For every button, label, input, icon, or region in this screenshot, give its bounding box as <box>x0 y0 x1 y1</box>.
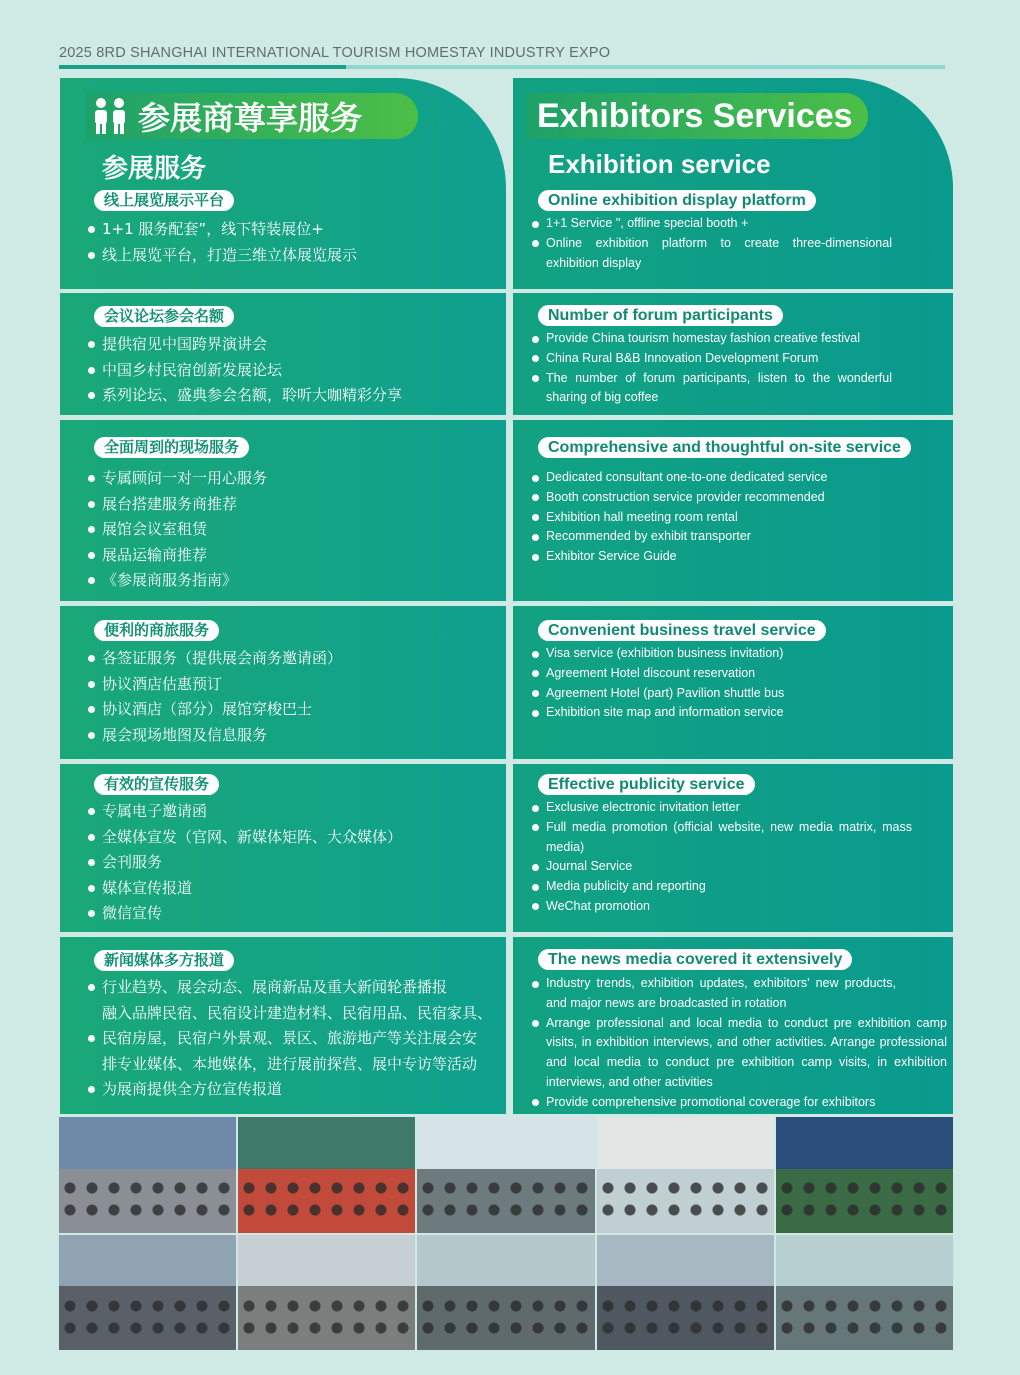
list-item: 全媒体宣发（官网、新媒体矩阵、大众媒体） <box>88 825 498 851</box>
list-item: Exclusive electronic invitation letter <box>532 798 912 818</box>
en-section-list <box>532 329 892 408</box>
en-section-list <box>532 798 912 917</box>
cn-section-onsite <box>60 420 506 601</box>
people-icon <box>92 97 128 135</box>
en-section-title: Effective publicity service <box>538 774 755 795</box>
en-section-list <box>532 214 892 273</box>
list-item: 微信宣传 <box>88 901 498 927</box>
en-section-title: Convenient business travel service <box>538 620 826 641</box>
list-item: 各签证服务（提供展会商务邀请函） <box>88 646 498 672</box>
list-item: Recommended by exhibit transporter <box>532 527 892 547</box>
right-header-panel <box>513 78 953 289</box>
list-item: 媒体宣传报道 <box>88 876 498 902</box>
cn-section-list <box>88 975 504 1103</box>
expo-photo <box>59 1235 236 1351</box>
list-item: Arrange professional and local media to conduct pre exhibition camp visits, in exhibition interviews, and other activities. Arrange professional and local media to conduct pre exhibition camp visits, in exhibition interviews, and other activities <box>532 1014 947 1093</box>
list-item: 会刊服务 <box>88 850 498 876</box>
en-section-publicity <box>513 764 953 932</box>
expo-photo <box>417 1235 594 1351</box>
list-item: 展品运输商推荐 <box>88 543 498 569</box>
left-title-pill <box>86 93 418 139</box>
cn-section-list <box>88 466 498 594</box>
list-item: 展馆会议室租赁 <box>88 517 498 543</box>
list-item: 专属电子邀请函 <box>88 799 498 825</box>
expo-header-text: 2025 8RD SHANGHAI INTERNATIONAL TOURISM HOMESTAY INDUSTRY EXPO <box>59 45 611 61</box>
cn-section-forum <box>60 293 506 415</box>
cn-section-publicity <box>60 764 506 932</box>
list-item: 线上展览平台，打造三维立体展览展示 <box>88 243 498 269</box>
en-section-title: Number of forum participants <box>538 305 783 326</box>
cn-section-title: 会议论坛参会名额 <box>94 306 234 327</box>
right-subtitle: Exhibition service <box>548 149 771 179</box>
right-title-pill <box>526 93 868 139</box>
cn-section-list <box>88 332 498 409</box>
list-item: The number of forum participants, listen to the wonderful sharing of big coffee <box>532 369 892 409</box>
header-divider <box>59 65 945 69</box>
en-section-title: Online exhibition display platform <box>538 190 816 211</box>
list-item: Dedicated consultant one-to-one dedicated service <box>532 468 892 488</box>
right-title: Exhibitors Services <box>537 96 853 135</box>
expo-photo <box>238 1235 415 1351</box>
list-item: 1+1 Service ", offline special booth + <box>532 214 892 234</box>
en-section-media <box>513 937 953 1114</box>
list-item: Exhibitor Service Guide <box>532 547 892 567</box>
cn-section-title: 线上展览展示平台 <box>94 190 234 211</box>
photo-collage <box>59 1117 953 1350</box>
expo-photo <box>597 1117 774 1233</box>
list-item: Journal Service <box>532 857 912 877</box>
cn-section-title: 有效的宣传服务 <box>94 774 219 795</box>
list-item: China Rural B&B Innovation Development Forum <box>532 349 892 369</box>
expo-photo <box>597 1235 774 1351</box>
list-item: 展台搭建服务商推荐 <box>88 492 498 518</box>
list-item: Online exhibition platform to create three-dimensional exhibition display <box>532 234 892 274</box>
expo-photo <box>776 1117 953 1233</box>
en-section-title: The news media covered it extensively <box>538 949 852 970</box>
left-subtitle: 参展服务 <box>102 154 207 184</box>
cn-section-title: 便利的商旅服务 <box>94 620 219 641</box>
cn-section-media <box>60 937 506 1114</box>
list-item: 排专业媒体、本地媒体，进行展前探营、展中专访等活动 <box>102 1054 478 1073</box>
list-item: 行业趋势、展会动态、展商新品及重大新闻轮番播报 <box>88 975 504 1001</box>
cn-section-list <box>88 217 498 268</box>
list-item: Provide comprehensive promotional coverage for exhibitors <box>532 1093 947 1113</box>
left-header-panel <box>60 78 506 289</box>
en-section-forum <box>513 293 953 415</box>
list-item: Provide China tourism homestay fashion creative festival <box>532 329 892 349</box>
list-item: Industry trends, exhibition updates, exhibitors' new products, and major news are broadcasted in rotation <box>532 974 896 1014</box>
list-item: WeChat promotion <box>532 897 912 917</box>
cn-section-list <box>88 799 498 927</box>
list-item: 协议酒店（部分）展馆穿梭巴士 <box>88 697 498 723</box>
en-section-list <box>532 644 892 723</box>
list-item: Agreement Hotel discount reservation <box>532 664 892 684</box>
list-item: Exhibition hall meeting room rental <box>532 508 892 528</box>
list-item: Agreement Hotel (part) Pavilion shuttle bus <box>532 684 892 704</box>
list-item: Booth construction service provider recommended <box>532 488 892 508</box>
en-section-list <box>532 468 892 567</box>
cn-section-list <box>88 646 498 748</box>
list-item: 为展商提供全方位宣传报道 <box>88 1077 504 1103</box>
list-item: 融入品牌民宿、民宿设计建造材料、民宿用品、民宿家具、 <box>102 1003 493 1022</box>
list-item: 《参展商服务指南》 <box>88 568 498 594</box>
list-item: 中国乡村民宿创新发展论坛 <box>88 358 498 384</box>
left-title: 参展商尊享服务 <box>138 99 363 137</box>
list-item: 民宿房屋，民宿户外景观、景区、旅游地产等关注展会安 <box>88 1026 504 1052</box>
en-section-list <box>532 974 947 1113</box>
expo-photo <box>776 1235 953 1351</box>
cn-section-title: 全面周到的现场服务 <box>94 437 249 458</box>
list-item: 1+1 服务配套”，线下特装展位+ <box>88 217 498 243</box>
list-item: 提供宿见中国跨界演讲会 <box>88 332 498 358</box>
cn-section-travel <box>60 606 506 759</box>
list-item: Media publicity and reporting <box>532 877 912 897</box>
cn-section-title: 新闻媒体多方报道 <box>94 950 234 971</box>
list-item: 系列论坛、盛典参会名额，聆听大咖精彩分享 <box>88 383 498 409</box>
expo-photo <box>417 1117 594 1233</box>
list-item: Full media promotion (official website, new media matrix, mass media) <box>532 818 912 858</box>
list-item: Visa service (exhibition business invitation) <box>532 644 892 664</box>
list-item: 专属顾问一对一用心服务 <box>88 466 498 492</box>
en-section-title: Comprehensive and thoughtful on-site service <box>538 437 911 458</box>
en-section-onsite <box>513 420 953 601</box>
expo-photo <box>238 1117 415 1233</box>
list-item: 展会现场地图及信息服务 <box>88 723 498 749</box>
list-item: Exhibition site map and information service <box>532 703 892 723</box>
expo-photo <box>59 1117 236 1233</box>
list-item: 协议酒店估惠预订 <box>88 672 498 698</box>
en-section-travel <box>513 606 953 759</box>
